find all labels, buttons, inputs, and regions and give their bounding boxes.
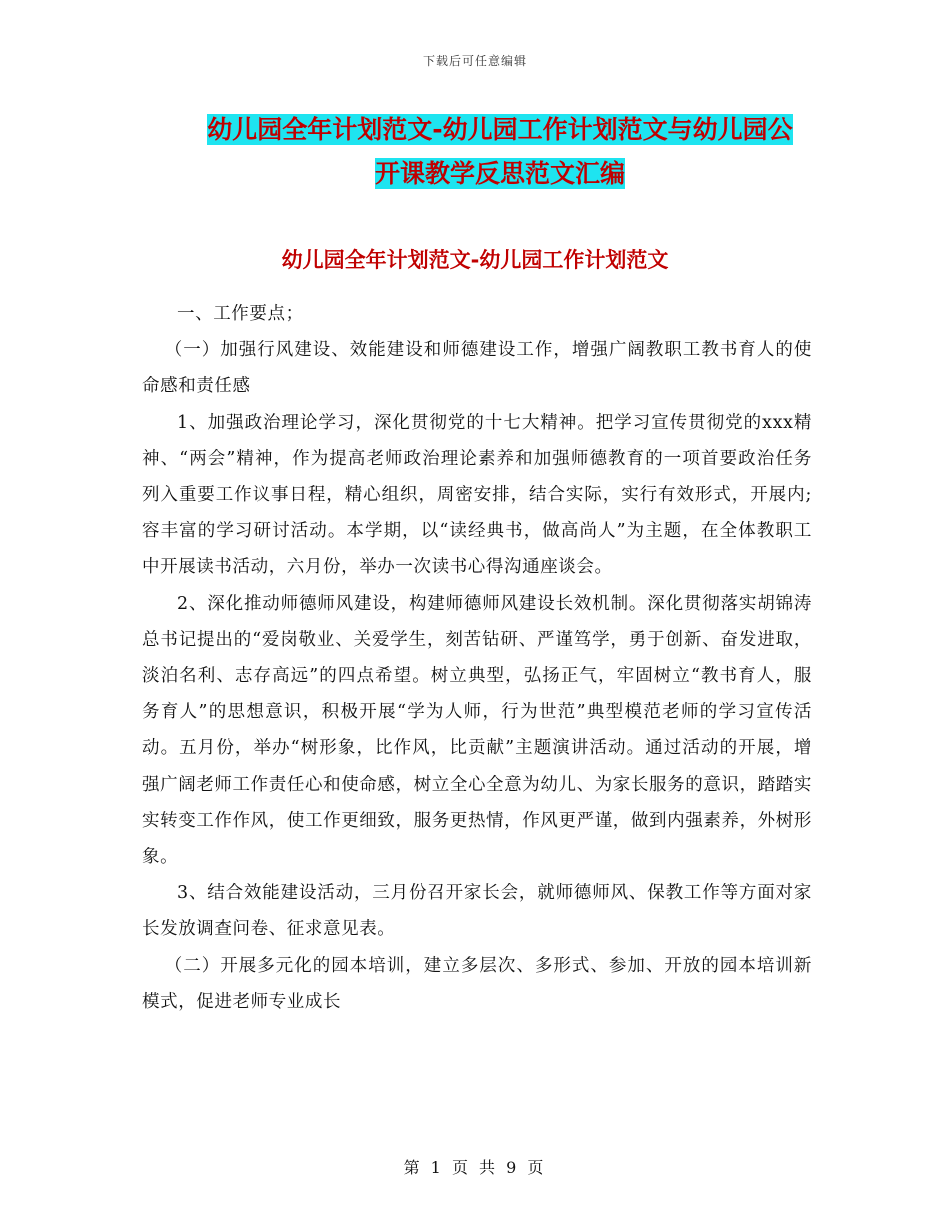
document-body <box>142 296 812 1020</box>
document-title-line-2: 开课教学反思范文汇编 <box>374 159 625 188</box>
paragraph-subheading-2: （二）开展多元化的园本培训，建立多层次、多形式、参加、开放的园本培训新模式，促进老师专业成长 <box>142 955 812 1012</box>
paragraph-item-1: 1、加强政治理论学习，深化贯彻党的十七大精神。把学习宣传贯彻党的xxx精神、“两会”精神，作为提高老师政治理论素养和加强师德教育的一项首要政治任务列入重要工作议事日程，精心组织，周密安排，结合实际，实行有效形式，开展内;容丰富的学习研讨活动。本学期，以“读经典书，做高尚人”为主题，在全体教职工中开展读书活动，六月份，举办一次读书心得沟通座谈会。 <box>142 412 812 578</box>
document-title-line-1: 幼儿园全年计划范文-幼儿园工作计划范文与幼儿园公 <box>207 115 793 144</box>
paragraph-heading: 一、工作要点； <box>177 304 304 324</box>
header-note: 下载后可任意编辑 <box>422 54 527 68</box>
section-title: 幼儿园全年计划范文-幼儿园工作计划范文 <box>281 248 669 272</box>
paragraph-subheading-1: （一）加强行风建设、效能建设和师德建设工作，增强广阔教职工教书育人的使命感和责任感 <box>142 340 812 397</box>
paragraph-item-2: 2、深化推动师德师风建设，构建师德师风建设长效机制。深化贯彻落实胡锦涛总书记提出的“爱岗敬业、关爱学生，刻苦钻研、严谨笃学，勇于创新、奋发进取，淡泊名利、志存高远”的四点希望。树立典型，弘扬正气，牢固树立“教书育人，服务育人”的思想意识，积极开展“学为人师，行为世范”典型模范老师的学习宣传活动。五月份，举办“树形象，比作风，比贡献”主题演讲活动。通过活动的开展，增强广阔老师工作责任心和使命感，树立全心全意为幼儿、为家长服务的意识，踏踏实实转变工作作风，使工作更细致，服务更热情，作风更严谨，做到内强素养，外树形象。 <box>142 593 812 868</box>
document-title <box>140 108 860 196</box>
paragraph-item-3: 3、结合效能建设活动，三月份召开家长会，就师德师风、保教工作等方面对家长发放调查问卷、征求意见表。 <box>142 883 812 940</box>
page-number: 第 1 页 共 9 页 <box>403 1158 547 1177</box>
